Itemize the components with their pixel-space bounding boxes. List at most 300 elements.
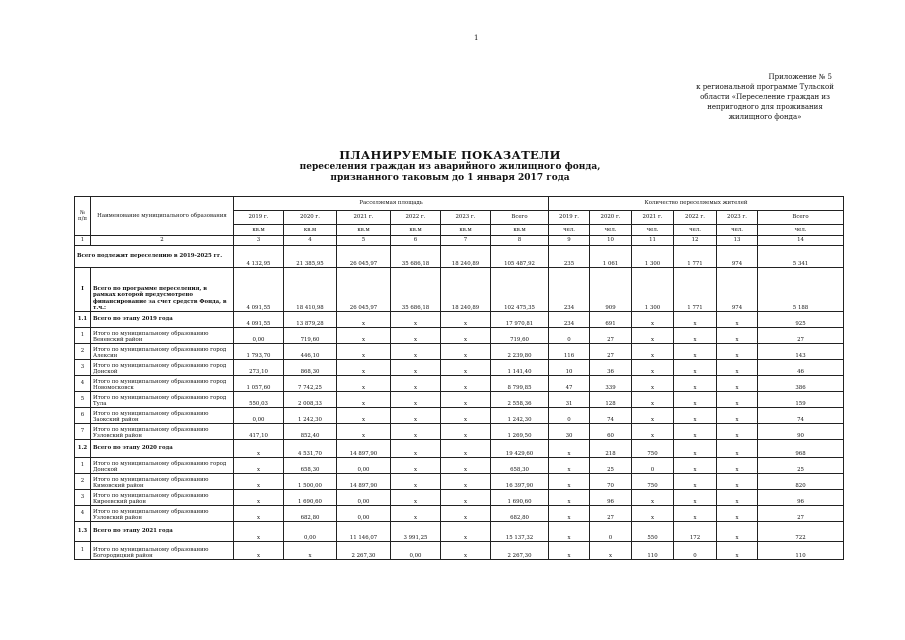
row-value: х: [717, 392, 758, 408]
table-row: [75, 344, 844, 360]
row-value: 17 970,81: [491, 312, 549, 328]
row-value: х: [441, 542, 491, 560]
row-value: 1 300: [632, 268, 674, 312]
row-value: 719,60: [284, 328, 337, 344]
row-value: 1 242,30: [491, 408, 549, 424]
row-value: 446,10: [284, 344, 337, 360]
row-value: 1 242,30: [284, 408, 337, 424]
row-value: 25: [758, 458, 844, 474]
row-value: х: [674, 424, 717, 440]
header-area-group: Расселяемая площадь: [234, 197, 549, 211]
row-value: х: [391, 376, 441, 392]
row-number: 1: [75, 328, 91, 344]
row-value: х: [717, 312, 758, 328]
row-number: 1: [75, 542, 91, 560]
row-value: 750: [632, 474, 674, 490]
row-value: х: [234, 542, 284, 560]
row-value: х: [337, 424, 391, 440]
row-number: 1: [75, 458, 91, 474]
row-value: 18 240,89: [441, 268, 491, 312]
row-value: х: [441, 506, 491, 522]
row-value: 26 045,97: [337, 246, 391, 268]
document-title: [230, 148, 670, 184]
header-column-index: 7: [441, 236, 491, 246]
header-column-index: 2: [91, 236, 234, 246]
row-value: 1 771: [674, 246, 717, 268]
table-body: [75, 246, 844, 560]
row-value: х: [632, 392, 674, 408]
row-value: 0,00: [391, 542, 441, 560]
table-row: [75, 474, 844, 490]
header-column-index: 1: [75, 236, 91, 246]
row-value: 909: [590, 268, 632, 312]
row-number: 1.3: [75, 522, 91, 542]
row-value: 1 061: [590, 246, 632, 268]
header-unit: чел.: [674, 225, 717, 236]
table-header: [75, 197, 844, 246]
row-name: Итого по муниципальному образованию Заокский район: [91, 408, 234, 424]
row-value: х: [234, 490, 284, 506]
title-sub: переселения граждан из аварийного жилищного фонда,: [299, 162, 601, 172]
row-number: 7: [75, 424, 91, 440]
row-value: х: [717, 522, 758, 542]
row-value: 10: [549, 360, 590, 376]
row-value: х: [717, 542, 758, 560]
row-value: х: [337, 376, 391, 392]
row-value: 35 686,18: [391, 246, 441, 268]
row-value: 116: [549, 344, 590, 360]
row-value: х: [674, 458, 717, 474]
row-value: х: [391, 474, 441, 490]
row-value: х: [391, 490, 441, 506]
header-year: 2020 г.: [590, 211, 632, 225]
appendix-line: области «Переселение граждан из: [700, 93, 830, 101]
header-year: 2020 г.: [284, 211, 337, 225]
row-value: 1 269,50: [491, 424, 549, 440]
row-value: х: [674, 490, 717, 506]
row-value: 4 132,95: [234, 246, 284, 268]
row-value: 235: [549, 246, 590, 268]
row-value: х: [590, 542, 632, 560]
row-value: х: [441, 424, 491, 440]
row-name: Итого по муниципальному образованию Киреевский район: [91, 490, 234, 506]
page-number: 1: [474, 34, 479, 42]
table-row: [75, 268, 844, 312]
header-column-index: 14: [758, 236, 844, 246]
title-sub: признанного таковым до 1 января 2017 года: [330, 173, 570, 183]
header-column-index: 12: [674, 236, 717, 246]
row-value: х: [674, 328, 717, 344]
row-value: х: [717, 376, 758, 392]
table-row: [75, 376, 844, 392]
row-value: 14 897,90: [337, 474, 391, 490]
row-value: х: [549, 542, 590, 560]
row-value: х: [717, 440, 758, 458]
row-value: 27: [590, 506, 632, 522]
row-value: 96: [590, 490, 632, 506]
row-number: 5: [75, 392, 91, 408]
row-value: 273,10: [234, 360, 284, 376]
appendix-line: Приложение № 5: [768, 73, 832, 81]
row-value: 74: [758, 408, 844, 424]
row-value: х: [674, 376, 717, 392]
row-value: 968: [758, 440, 844, 458]
header-unit: кв.м: [391, 225, 441, 236]
table-row: [75, 440, 844, 458]
header-num: № п/п: [75, 197, 91, 236]
row-value: 0: [632, 458, 674, 474]
row-value: х: [337, 408, 391, 424]
header-year: 2019 г.: [549, 211, 590, 225]
row-value: х: [441, 344, 491, 360]
row-value: х: [391, 424, 441, 440]
row-value: 13 879,28: [284, 312, 337, 328]
header-column-index: 4: [284, 236, 337, 246]
row-value: х: [441, 360, 491, 376]
row-value: х: [284, 542, 337, 560]
row-value: 18 240,89: [441, 246, 491, 268]
row-value: 11 146,07: [337, 522, 391, 542]
row-name: Всего по этапу 2020 года: [91, 440, 234, 458]
row-value: 36: [590, 360, 632, 376]
row-number: 1.1: [75, 312, 91, 328]
row-value: 234: [549, 268, 590, 312]
row-name: Итого по муниципальному образованию город Тула: [91, 392, 234, 408]
row-value: х: [441, 490, 491, 506]
row-name: Всего по программе переселения, в рамках которой предусмотрено финансирование за счет средств Фонда, в т.ч.:: [91, 268, 234, 312]
row-value: х: [674, 506, 717, 522]
row-value: 820: [758, 474, 844, 490]
row-value: 0,00: [337, 490, 391, 506]
row-value: 658,30: [491, 458, 549, 474]
row-value: 974: [717, 246, 758, 268]
row-value: 1 771: [674, 268, 717, 312]
row-value: 2 267,30: [491, 542, 549, 560]
row-number: 4: [75, 376, 91, 392]
row-value: 3 991,25: [391, 522, 441, 542]
row-value: 417,10: [234, 424, 284, 440]
row-value: х: [717, 424, 758, 440]
row-value: х: [632, 490, 674, 506]
table-row: [75, 506, 844, 522]
row-value: х: [632, 344, 674, 360]
row-name: Итого по муниципальному образованию город Донской: [91, 360, 234, 376]
row-value: 96: [758, 490, 844, 506]
row-value: 682,80: [491, 506, 549, 522]
row-value: 27: [758, 506, 844, 522]
row-value: х: [674, 474, 717, 490]
table-row: [75, 312, 844, 328]
row-value: 90: [758, 424, 844, 440]
row-value: 2 008,33: [284, 392, 337, 408]
row-value: 19 429,60: [491, 440, 549, 458]
row-value: х: [717, 490, 758, 506]
table-row: [75, 542, 844, 560]
row-value: х: [549, 440, 590, 458]
row-value: 682,80: [284, 506, 337, 522]
row-value: 2 267,30: [337, 542, 391, 560]
row-value: 1 500,00: [284, 474, 337, 490]
row-value: х: [391, 506, 441, 522]
row-value: х: [674, 392, 717, 408]
table-row: [75, 424, 844, 440]
row-value: х: [441, 440, 491, 458]
header-year: 2023 г.: [441, 211, 491, 225]
header-column-index: 9: [549, 236, 590, 246]
row-value: х: [632, 312, 674, 328]
header-people-group: Количество переселяемых жителей: [549, 197, 844, 211]
row-value: х: [632, 328, 674, 344]
row-value: 0,00: [234, 408, 284, 424]
row-value: 2 239,80: [491, 344, 549, 360]
row-value: 35 686,18: [391, 268, 441, 312]
row-value: 0: [549, 328, 590, 344]
row-value: х: [391, 312, 441, 328]
row-value: 868,30: [284, 360, 337, 376]
row-number: 2: [75, 474, 91, 490]
header-column-index: 8: [491, 236, 549, 246]
row-value: х: [337, 312, 391, 328]
table-row: [75, 246, 844, 268]
header-year: 2023 г.: [717, 211, 758, 225]
row-value: х: [441, 458, 491, 474]
row-value: 925: [758, 312, 844, 328]
row-value: х: [441, 328, 491, 344]
row-value: 46: [758, 360, 844, 376]
row-value: х: [717, 360, 758, 376]
row-value: 18 410,98: [284, 268, 337, 312]
row-value: х: [441, 312, 491, 328]
row-value: х: [717, 474, 758, 490]
row-value: х: [337, 360, 391, 376]
header-unit: чел.: [632, 225, 674, 236]
row-name: Всего по этапу 2019 года: [91, 312, 234, 328]
row-value: х: [391, 440, 441, 458]
row-value: 218: [590, 440, 632, 458]
row-value: х: [632, 424, 674, 440]
row-value: 1 057,60: [234, 376, 284, 392]
row-value: х: [234, 474, 284, 490]
header-unit: кв.м: [284, 225, 337, 236]
header-unit: чел.: [717, 225, 758, 236]
row-value: х: [391, 344, 441, 360]
row-value: х: [717, 458, 758, 474]
row-name: Итого по муниципальному образованию город Новомосковск: [91, 376, 234, 392]
row-value: х: [717, 344, 758, 360]
title-main: ПЛАНИРУЕМЫЕ ПОКАЗАТЕЛИ: [339, 148, 561, 162]
header-unit: кв.м: [337, 225, 391, 236]
row-name: Итого по муниципальному образованию город Алексин: [91, 344, 234, 360]
row-value: 31: [549, 392, 590, 408]
row-value: 750: [632, 440, 674, 458]
row-value: х: [674, 344, 717, 360]
row-value: х: [337, 328, 391, 344]
row-value: 0,00: [284, 522, 337, 542]
row-value: х: [674, 360, 717, 376]
row-value: 70: [590, 474, 632, 490]
row-value: 1 690,60: [284, 490, 337, 506]
table-row: [75, 392, 844, 408]
row-value: 1 141,40: [491, 360, 549, 376]
row-value: х: [549, 506, 590, 522]
row-value: х: [337, 344, 391, 360]
row-name: Итого по муниципальному образованию Богородицкий район: [91, 542, 234, 560]
row-value: 7 742,25: [284, 376, 337, 392]
row-value: х: [717, 506, 758, 522]
row-value: 27: [590, 328, 632, 344]
header-unit: чел.: [590, 225, 632, 236]
row-value: 852,40: [284, 424, 337, 440]
indicators-table: [74, 196, 844, 560]
row-value: х: [549, 490, 590, 506]
row-value: х: [632, 408, 674, 424]
row-value: 0,00: [337, 506, 391, 522]
row-value: 974: [717, 268, 758, 312]
row-value: 0: [549, 408, 590, 424]
row-value: 550: [632, 522, 674, 542]
header-column-index: 6: [391, 236, 441, 246]
row-value: 47: [549, 376, 590, 392]
header-name: Наименование муниципального образования: [91, 197, 234, 236]
row-value: 110: [758, 542, 844, 560]
header-year: 2022 г.: [391, 211, 441, 225]
row-value: х: [632, 376, 674, 392]
row-value: 14 897,90: [337, 440, 391, 458]
row-value: х: [441, 392, 491, 408]
row-number: 4: [75, 506, 91, 522]
row-value: 143: [758, 344, 844, 360]
row-value: 719,60: [491, 328, 549, 344]
row-value: х: [717, 328, 758, 344]
row-number: 6: [75, 408, 91, 424]
appendix-note: [690, 72, 840, 122]
row-value: х: [234, 458, 284, 474]
row-value: х: [391, 408, 441, 424]
row-value: 26 045,97: [337, 268, 391, 312]
appendix-line: жилищного фонда»: [728, 113, 802, 121]
row-value: х: [549, 522, 590, 542]
table-row: [75, 408, 844, 424]
row-value: 339: [590, 376, 632, 392]
row-value: 234: [549, 312, 590, 328]
row-value: 128: [590, 392, 632, 408]
table-row: [75, 328, 844, 344]
row-value: 110: [632, 542, 674, 560]
row-value: 386: [758, 376, 844, 392]
row-value: х: [234, 440, 284, 458]
header-column-index: 5: [337, 236, 391, 246]
row-value: х: [441, 376, 491, 392]
row-value: 550,03: [234, 392, 284, 408]
row-value: х: [717, 408, 758, 424]
row-number: 2: [75, 344, 91, 360]
header-column-index: 13: [717, 236, 758, 246]
header-unit: кв.м: [491, 225, 549, 236]
row-value: 1 690,60: [491, 490, 549, 506]
row-value: х: [234, 522, 284, 542]
row-value: 21 385,95: [284, 246, 337, 268]
row-value: 30: [549, 424, 590, 440]
row-name: Всего подлежит переселению в 2019-2025 гг.: [75, 246, 234, 268]
row-value: 25: [590, 458, 632, 474]
row-value: 722: [758, 522, 844, 542]
row-value: 159: [758, 392, 844, 408]
header-column-index: 3: [234, 236, 284, 246]
row-value: х: [391, 328, 441, 344]
row-value: х: [441, 474, 491, 490]
row-value: х: [549, 458, 590, 474]
header-unit: чел.: [758, 225, 844, 236]
row-value: 0,00: [337, 458, 391, 474]
row-value: х: [441, 408, 491, 424]
row-value: 0: [674, 542, 717, 560]
table-row: [75, 522, 844, 542]
header-column-index: 10: [590, 236, 632, 246]
row-value: х: [441, 522, 491, 542]
appendix-line: непригодного для проживания: [707, 103, 823, 111]
appendix-line: к региональной программе Тульской: [696, 83, 834, 91]
row-value: х: [391, 392, 441, 408]
row-value: 1 793,70: [234, 344, 284, 360]
row-value: 691: [590, 312, 632, 328]
row-name: Всего по этапу 2021 года: [91, 522, 234, 542]
row-value: 658,30: [284, 458, 337, 474]
row-value: 27: [758, 328, 844, 344]
row-name: Итого по муниципальному образованию Кимовский район: [91, 474, 234, 490]
row-value: 0: [590, 522, 632, 542]
header-year: 2022 г.: [674, 211, 717, 225]
row-value: 105 487,92: [491, 246, 549, 268]
row-value: 5 341: [758, 246, 844, 268]
row-value: х: [674, 312, 717, 328]
row-value: х: [632, 360, 674, 376]
row-name: Итого по муниципальному образованию город Донской: [91, 458, 234, 474]
row-value: 60: [590, 424, 632, 440]
row-value: 172: [674, 522, 717, 542]
table-row: [75, 458, 844, 474]
row-number: I: [75, 268, 91, 312]
row-value: 4 091,55: [234, 268, 284, 312]
header-unit: кв.м: [234, 225, 284, 236]
header-unit: кв.м: [441, 225, 491, 236]
header-year: 2021 г.: [632, 211, 674, 225]
row-value: х: [632, 506, 674, 522]
row-number: 1.2: [75, 440, 91, 458]
row-value: х: [549, 474, 590, 490]
header-year: Всего: [758, 211, 844, 225]
row-value: 74: [590, 408, 632, 424]
row-value: х: [391, 458, 441, 474]
row-value: 0,00: [234, 328, 284, 344]
row-value: х: [674, 440, 717, 458]
row-number: 3: [75, 360, 91, 376]
row-value: 8 799,85: [491, 376, 549, 392]
row-value: х: [337, 392, 391, 408]
row-value: 5 188: [758, 268, 844, 312]
row-value: х: [234, 506, 284, 522]
row-number: 3: [75, 490, 91, 506]
row-value: 16 397,90: [491, 474, 549, 490]
header-unit: чел.: [549, 225, 590, 236]
row-name: Итого по муниципальному образованию Веневский район: [91, 328, 234, 344]
row-value: 1 300: [632, 246, 674, 268]
row-value: х: [674, 408, 717, 424]
header-year: 2019 г.: [234, 211, 284, 225]
row-name: Итого по муниципальному образованию Узловский район: [91, 424, 234, 440]
row-value: 4 531,70: [284, 440, 337, 458]
row-value: 2 558,36: [491, 392, 549, 408]
header-year: Всего: [491, 211, 549, 225]
